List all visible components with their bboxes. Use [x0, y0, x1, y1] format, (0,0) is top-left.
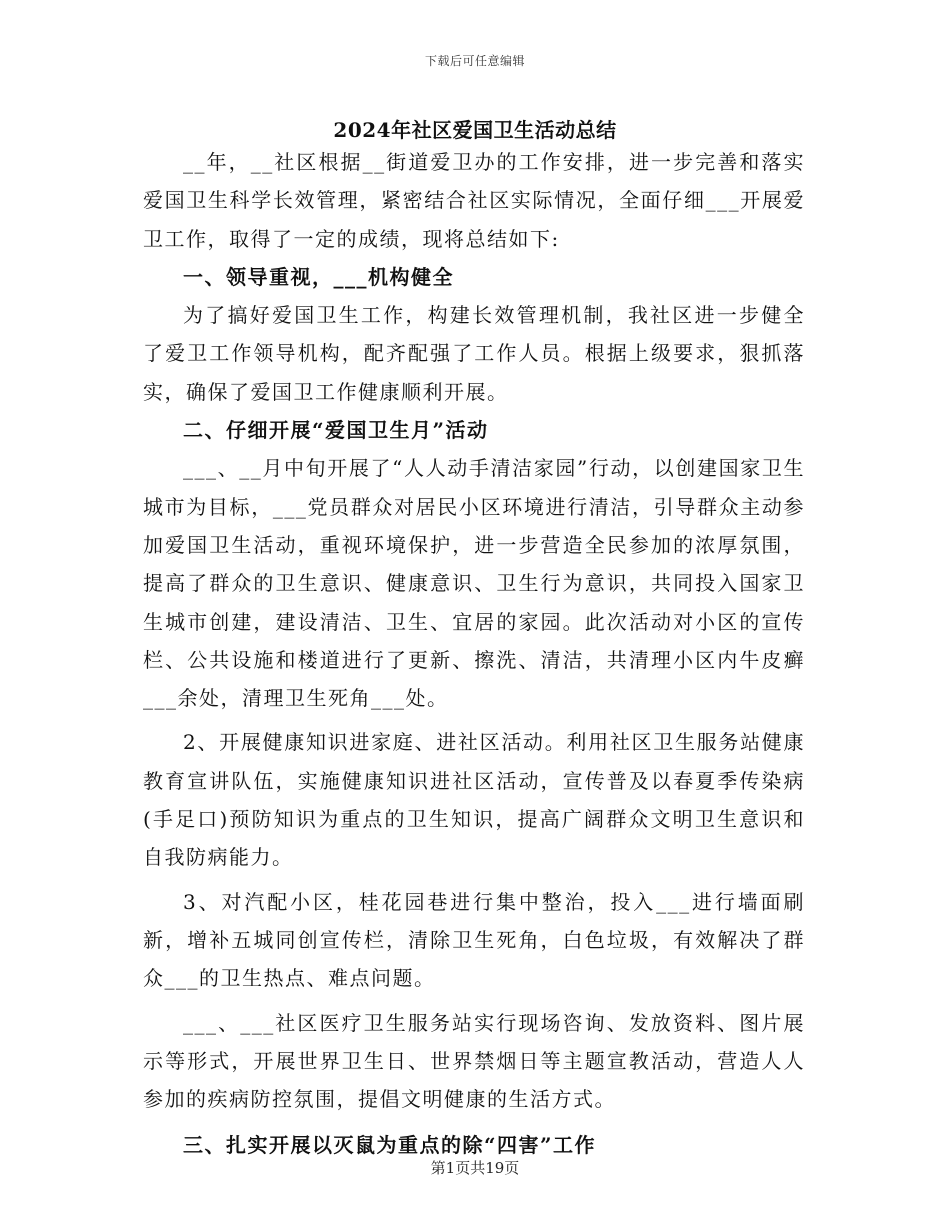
body-paragraph: ___、___社区医疗卫生服务站实行现场咨询、发放资料、图片展示等形式，开展世界卫生日、世界禁烟日等主题宣教活动，营造人人参加的疾病防控氛围，提倡文明健康的生活方式。 [143, 1010, 805, 1112]
document-body [143, 143, 805, 1165]
intro-paragraph: __年，__社区根据__街道爱卫办的工作安排，进一步完善和落实爱国卫生科学长效管理，紧密结合社区实际情况，全面仔细___开展爱卫工作，取得了一定的成绩，现将总结如下: [143, 150, 805, 251]
section-heading-2: 二、仔细开展“爱国卫生月”活动 [183, 418, 489, 443]
document-title: 2024年社区爱国卫生活动总结 [333, 118, 617, 142]
section-heading-1: 一、领导重视，___机构健全 [183, 264, 454, 289]
section-heading-3: 三、扎实开展以灭鼠为重点的除“四害”工作 [183, 1133, 597, 1158]
body-paragraph: ___、__月中旬开展了“人人动手清洁家园”行动，以创建国家卫生城市为目标，___党员群众对居民小区环境进行清洁，引导群众主动参加爱国卫生活动，重视环境保护，进一步营造全民参加的浓厚氛围，提高了群众的卫生意识、健康意识、卫生行为意识，共同投入国家卫生城市创建，建设清洁、卫生、宜居的家园。此次活动对小区的宣传栏、公共设施和楼道进行了更新、擦洗、清洁，共清理小区内牛皮癣___余处，清理卫生死角___处。 [143, 456, 805, 711]
page-number: 第1页共19页 [430, 1159, 520, 1177]
page-header-note: 下载后可任意编辑 [424, 54, 525, 68]
body-paragraph: 3、对汽配小区，桂花园巷进行集中整治，投入___进行墙面刷新，增补五城同创宣传栏，清除卫生死角，白色垃圾，有效解决了群众___的卫生热点、难点问题。 [143, 889, 805, 991]
body-paragraph: 2、开展健康知识进家庭、进社区活动。利用社区卫生服务站健康教育宣讲队伍，实施健康知识进社区活动，宣传普及以春夏季传染病(手足口)预防知识为重点的卫生知识，提高广阔群众文明卫生意识和自我防病能力。 [143, 730, 805, 870]
body-paragraph: 为了搞好爱国卫生工作，构建长效管理机制，我社区进一步健全了爱卫工作领导机构，配齐配强了工作人员。根据上级要求，狠抓落实，确保了爱国卫工作健康顺利开展。 [143, 303, 805, 404]
